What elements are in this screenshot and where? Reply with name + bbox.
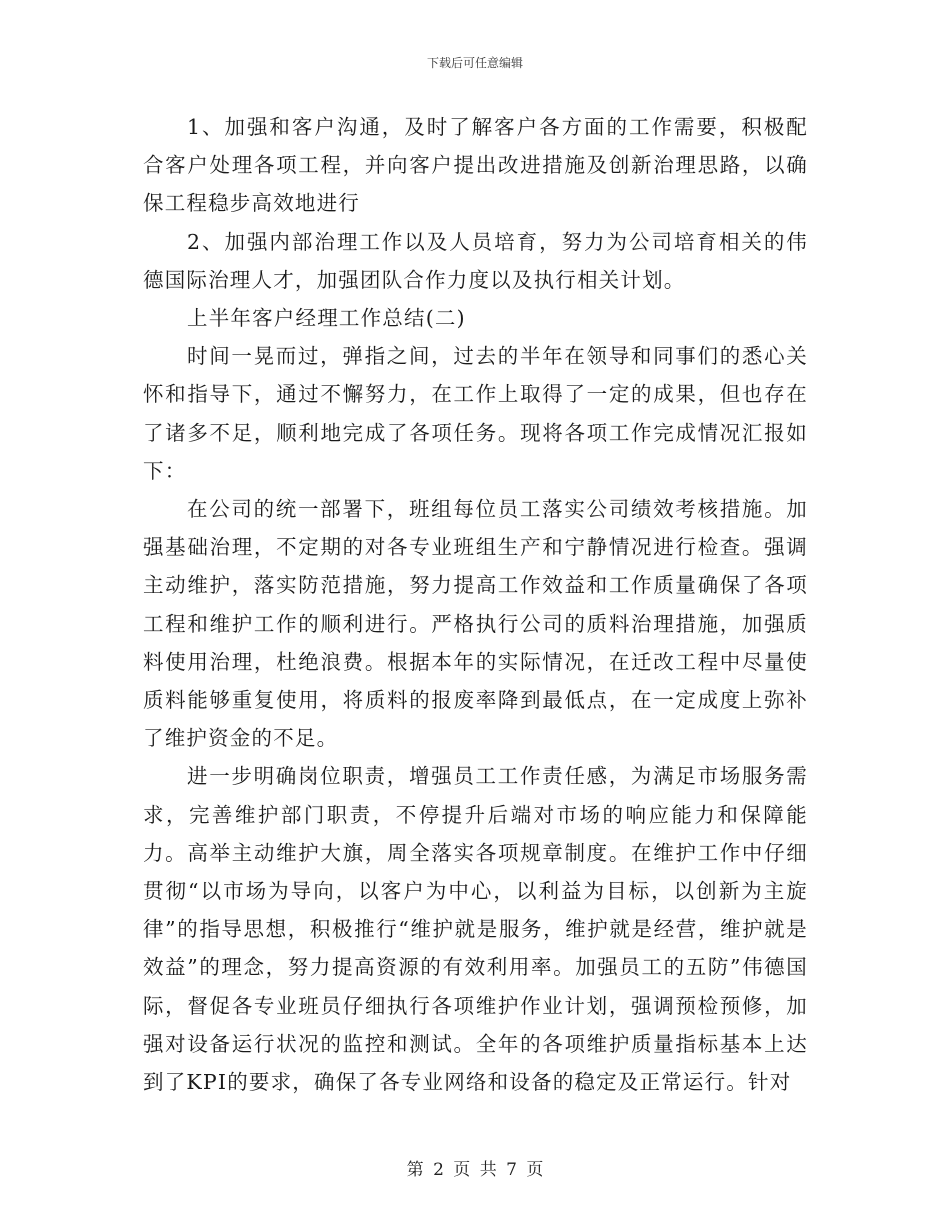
document-body [143,108,808,1101]
paragraph: 在公司的统一部署下，班组每位员工落实公司绩效考核措施。加强基础治理，不定期的对各专业班组生产和宁静情况进行检查。强调主动维护，落实防范措施，努力提高工作效益和工作质量确保了各项工程和维护工作的顺利进行。严格执行公司的质料治理措施，加强质料使用治理，杜绝浪费。根据本年的实际情况，在迁改工程中尽量使质料能够重复使用，将质料的报废率降到最低点，在一定成度上弥补了维护资金的不足。 [143,497,808,751]
paragraph: 进一步明确岗位职责，增强员工工作责任感，为满足市场服务需求，完善维护部门职责，不停提升后端对市场的响应能力和保障能力。高举主动维护大旗，周全落实各项规章制度。在维护工作中仔细贯彻“以市场为导向，以客户为中心，以利益为目标，以创新为主旋律”的指导思想，积极推行“维护就是服务，维护就是经营，维护就是效益”的理念，努力提高资源的有效利用率。加强员工的五防”伟德国际，督促各专业班员仔细执行各项维护作业计划，强调预检预修，加强对设备运行状况的监控和测试。全年的各项维护质量指标基本上达到了KPI的要求，确保了各专业网络和设备的稳定及正常运行。针对 [143,764,808,1095]
paragraph: 时间一晃而过，弹指之间，过去的半年在领导和同事们的悉心关怀和指导下，通过不懈努力，在工作上取得了一定的成果，但也存在了诸多不足，顺利地完成了各项任务。现将各项工作完成情况汇报如下： [143,344,808,483]
page-header-note: 下载后可任意编辑 [426,56,523,70]
paragraph: 1、加强和客户沟通，及时了解客户各方面的工作需要，积极配合客户处理各项工程，并向客户提出改进措施及创新治理思路，以确保工程稳步高效地进行 [143,115,808,216]
paragraph: 2、加强内部治理工作以及人员培育，努力为公司培育相关的伟德国际治理人才，加强团队合作力度以及执行相关计划。 [143,229,808,292]
page-number-footer: 第 2 页 共 7 页 [406,1160,544,1180]
section-heading: 上半年客户经理工作总结(二) [187,306,466,331]
